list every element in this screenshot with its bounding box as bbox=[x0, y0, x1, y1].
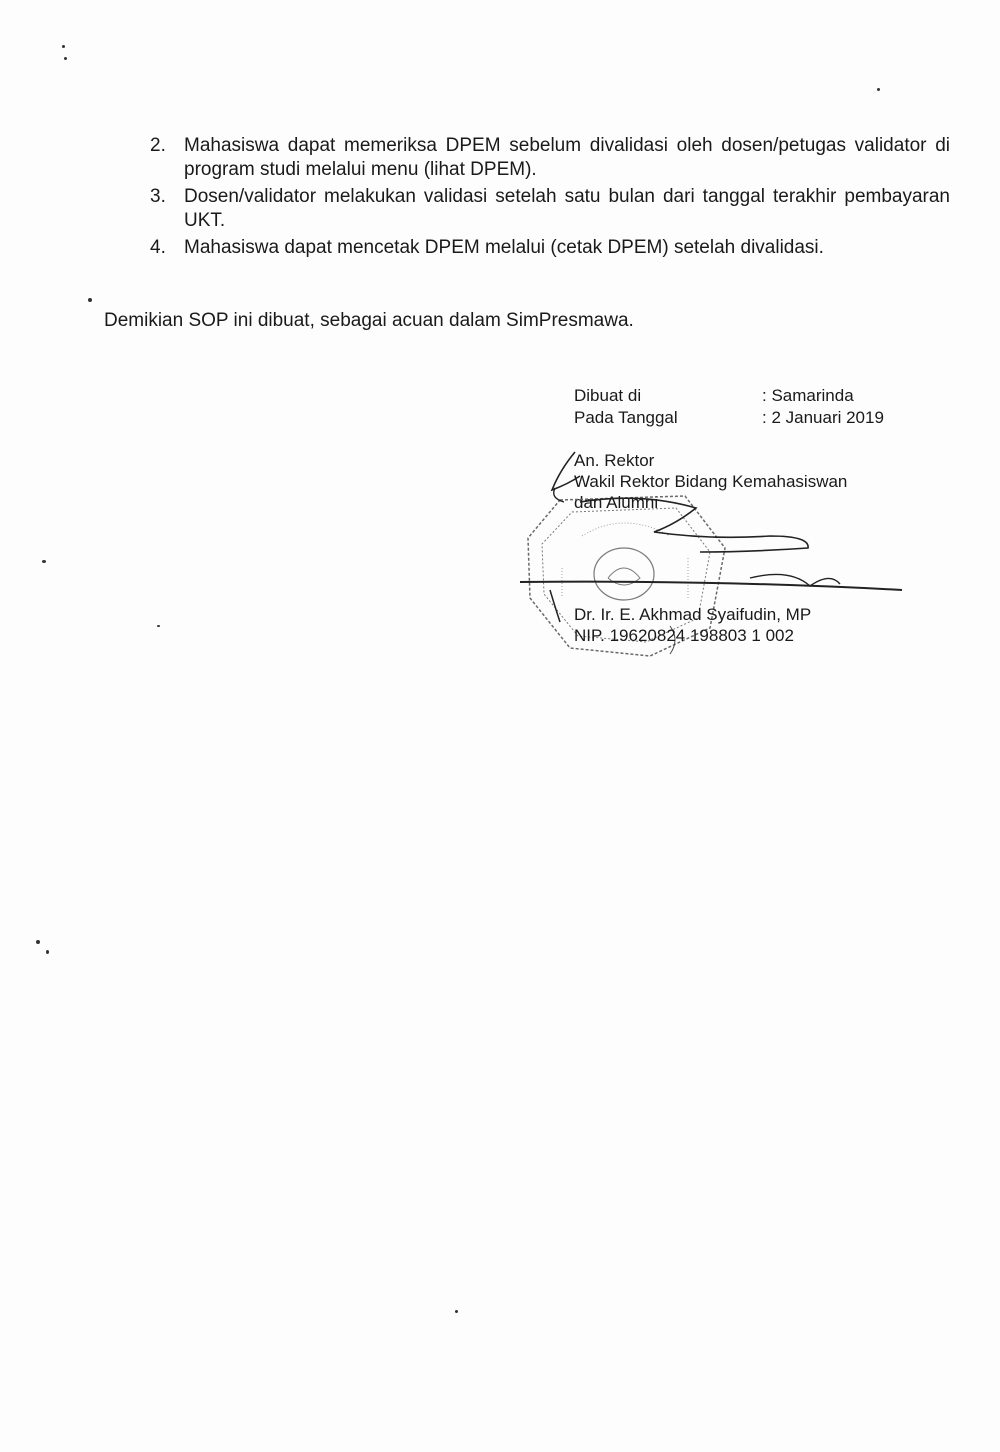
list-number: 2. bbox=[150, 135, 166, 156]
closing-statement: Demikian SOP ini dibuat, sebagai acuan dalam SimPresmawa. bbox=[104, 310, 634, 331]
place-row bbox=[574, 385, 884, 407]
signer-block bbox=[574, 604, 811, 646]
list-item bbox=[150, 185, 950, 232]
signer-name: Dr. Ir. E. Akhmad Syaifudin, MP bbox=[574, 605, 812, 624]
position-line-2: dan Alumni bbox=[574, 493, 659, 512]
place-value: : Samarinda bbox=[762, 386, 854, 405]
list-number: 3. bbox=[150, 186, 166, 207]
date-row bbox=[574, 407, 884, 429]
date-value: : 2 Januari 2019 bbox=[762, 408, 884, 427]
list-item bbox=[150, 236, 950, 260]
on-behalf-label: An. Rektor bbox=[574, 451, 655, 470]
signer-nip: NIP. 19620824 198803 1 002 bbox=[574, 626, 794, 645]
list-item bbox=[150, 134, 950, 181]
issuance-details bbox=[574, 385, 884, 429]
list-text: Dosen/validator melakukan validasi setelah satu bulan dari tanggal terakhir pembayaran UKT. bbox=[184, 186, 950, 231]
date-label: Pada Tanggal bbox=[574, 408, 678, 427]
procedure-list bbox=[150, 134, 950, 264]
list-number: 4. bbox=[150, 237, 166, 258]
list-text: Mahasiswa dapat mencetak DPEM melalui (cetak DPEM) setelah divalidasi. bbox=[184, 237, 824, 258]
place-label: Dibuat di bbox=[574, 386, 642, 405]
list-text: Mahasiswa dapat memeriksa DPEM sebelum divalidasi oleh dosen/petugas validator di program studi melalui menu (lihat DPEM). bbox=[184, 135, 950, 180]
position-line-1: Wakil Rektor Bidang Kemahasiswan bbox=[574, 472, 848, 491]
